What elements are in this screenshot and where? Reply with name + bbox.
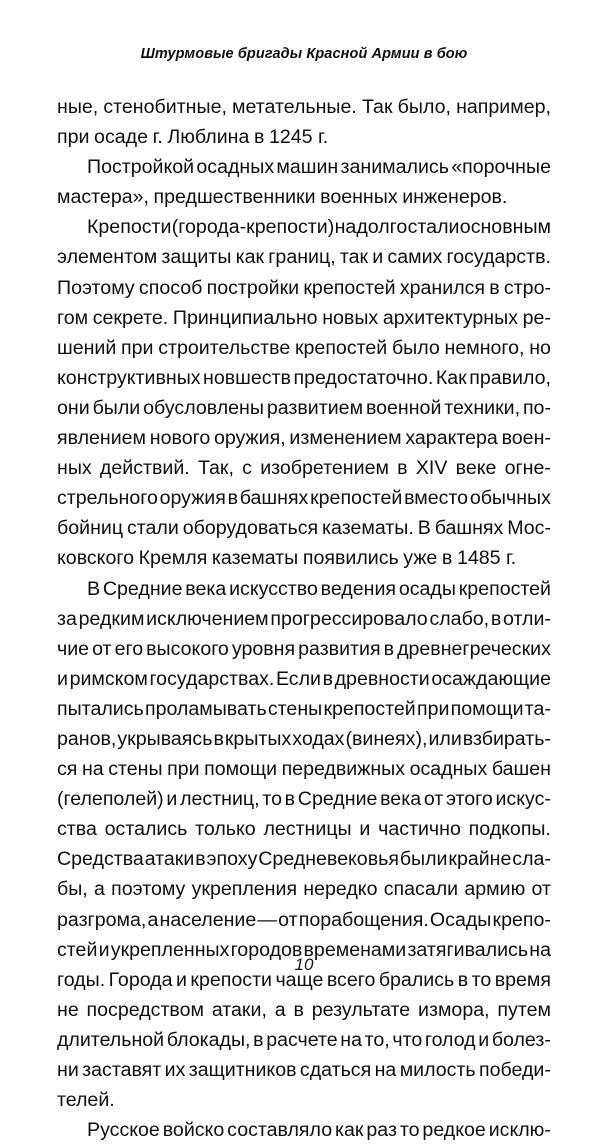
word: брались [378,968,455,991]
word: в [490,607,502,630]
text-line [57,393,551,423]
word: подкопы. [468,818,551,841]
word: как [235,246,265,269]
word: прогрессировало [270,607,428,630]
running-head: Штурмовые бригады Красной Армии в бою [140,46,468,62]
word: крепости [190,968,272,991]
word: слабо, [429,607,490,630]
word: и [478,1028,490,1051]
word: и [98,938,110,961]
text-line [57,363,551,393]
word: высокого [146,637,229,660]
word: изменением [289,427,402,450]
word: на [81,758,104,781]
word: основным [459,216,551,239]
word: и [372,246,384,269]
word: ранов, [57,727,117,750]
page-number: 10 [294,955,314,974]
word: гом [57,306,89,329]
word: крепостей [323,697,416,720]
word: стенобитные, [103,96,227,118]
word: ни [57,1059,79,1081]
word: XIV [415,457,448,480]
word: В [87,577,101,600]
word: эпоху [206,848,258,871]
word: Крепости [87,216,172,239]
word: башнях [434,517,504,540]
text-line [57,423,551,453]
word: немного, [444,336,525,359]
word: оружия [159,487,226,510]
word: 1245 г. [268,126,329,149]
word: — [257,908,277,931]
word: хранился [399,276,486,299]
word: века [380,788,422,811]
word: стены [108,758,163,781]
word: исключением [146,607,269,630]
word: оборудоваться [182,517,319,540]
word: в [195,848,206,871]
word: в [253,126,265,149]
word: то [471,968,492,991]
word: элементом [57,246,158,269]
word: стро- [503,276,551,299]
word: правило, [469,366,551,389]
word: крепостей [303,276,396,299]
word: а [147,908,159,931]
text-line [57,273,551,303]
text-line [57,182,551,212]
word: «порочные [451,156,551,179]
word: вместо [404,487,469,510]
word: башен [491,758,551,781]
word: стали [126,517,179,540]
word: осадных [196,156,275,179]
word: стей [57,938,98,961]
word: осаждающие [431,667,551,690]
word: длительной [57,1028,165,1051]
text-line [57,212,551,242]
word: Поэтому [57,276,135,299]
word: по- [522,396,551,419]
word: сла- [512,848,551,871]
word: временами [303,938,407,961]
word: ведения [320,577,397,600]
text-line [57,122,551,152]
word: и [57,667,68,690]
text-line [57,453,551,483]
word: на [340,1028,363,1051]
word: его [114,637,144,660]
word: заставят [82,1059,162,1081]
word: крепостей [458,577,551,600]
word: казематы. [322,517,414,540]
word: лестницы [263,818,352,841]
word: стрельного [57,487,158,510]
word: Средние [297,788,378,811]
word: раз [366,1119,397,1142]
word: что [392,1028,423,1051]
paragraph [57,152,551,212]
word: в [253,1028,264,1051]
word: 1485 г. [456,547,517,570]
word: при [57,126,90,149]
word: укрываясь [117,727,213,750]
word: в [441,547,453,570]
word: редкое [422,1119,486,1142]
word: они [57,396,90,419]
word: границ, [268,246,336,269]
text-line [57,844,551,874]
word: искус- [495,788,551,811]
word: телей. [57,1089,115,1112]
word: военной [365,396,442,419]
text-line [57,1055,551,1085]
word: ства [57,818,97,841]
word: казематы [211,547,299,570]
word: Средства [57,848,144,871]
word: передвижных [281,758,406,781]
word: в [489,276,500,299]
word: в [322,667,334,690]
text-line [57,303,551,333]
word: не [57,998,79,1021]
word: атаки [144,848,195,871]
text-line [57,333,551,363]
word: уровня [231,637,296,660]
text-line [57,995,551,1025]
word: государствах. [149,667,275,690]
word: то [399,1119,420,1142]
word: Средневековья [258,848,399,871]
word: а [274,998,286,1021]
word: было [391,336,440,359]
word: бойниц [57,517,124,540]
word: войско [162,1119,225,1142]
word: Принципиально [172,306,318,329]
word: постройки [206,276,300,299]
word: милость [399,1059,476,1081]
text-line [57,724,551,754]
paragraph [57,212,551,573]
word: метательные. [232,96,357,118]
word: атаки, [211,998,267,1021]
word: техники, [444,396,521,419]
word: в [213,727,224,750]
word: крайне [448,848,512,871]
word: стали [407,216,460,239]
word: лестниц, [180,788,260,811]
text-line [57,754,551,784]
word: блокады, [166,1028,251,1051]
word: помощи [450,697,524,720]
text-line [57,905,551,935]
text-line [57,784,551,814]
word: ходах [292,727,345,750]
word: взбирать- [462,727,551,750]
text-line [57,664,551,694]
word: обусловлены [143,396,264,419]
word: новых [322,306,379,329]
word: защитников [188,1059,297,1081]
word: этого [445,788,493,811]
word: развитием [266,396,364,419]
word: частично [378,818,461,841]
word: при [121,336,154,359]
word: от [278,908,298,931]
paragraph [57,92,551,152]
word: бы, [57,878,88,901]
word: а [93,878,105,901]
word: помощи [204,758,278,781]
word: секрете. [92,306,169,329]
word: характера [405,427,498,450]
word: государств. [446,246,551,269]
word: то, [364,1028,390,1051]
word: Так [361,96,393,118]
word: годы. [57,968,106,991]
word: Если [275,667,321,690]
word: способ [138,276,203,299]
word: изобретением [260,457,389,480]
text-line [57,604,551,634]
word: болез- [491,1028,551,1051]
word: уже [403,547,438,570]
word: поэтому [111,878,186,901]
word: победи- [479,1059,551,1081]
word: чаще [275,968,324,991]
text-line [57,1025,551,1055]
word: (гелеполей) [57,788,164,811]
word: архитектурных [382,306,518,329]
word: ре- [522,306,551,329]
word: нового [149,427,211,450]
word: инженеров. [402,186,508,209]
word: веке [455,457,497,480]
word: предостаточно. [293,366,434,389]
word: нередко [303,878,378,901]
word: огне- [504,457,551,480]
word: занимались [340,156,449,179]
word: сдаться [299,1059,372,1081]
word: та- [524,697,551,720]
word: военных [320,186,398,209]
word: ные, [57,96,99,118]
word: и [359,818,371,841]
word: всего [326,968,376,991]
word: Осады [429,908,492,931]
word: то [262,788,282,811]
word: от [531,878,551,901]
word: крепо- [492,908,551,931]
word: стены [267,697,323,720]
word: Как [435,366,467,389]
word: самих [387,246,443,269]
word: от [423,788,444,811]
text-line [57,543,551,573]
word: Кремля [138,547,208,570]
word: разгрома, [57,908,147,931]
word: появились [302,547,399,570]
word: в [284,788,296,811]
text-line [57,1115,551,1145]
word: на [529,938,551,961]
word: порабощения. [298,908,429,931]
word: конструктивных [57,366,201,389]
word: посредством [86,998,204,1021]
word: редким [78,607,145,630]
word: крытых [224,727,292,750]
word: Русское [87,1119,160,1142]
word: В [417,517,431,540]
word: в [293,998,304,1021]
word: но [529,336,551,359]
word: время [494,968,551,991]
word: развития [298,637,381,660]
word: в [383,637,395,660]
word: было, [397,96,451,118]
word: машин [276,156,339,179]
word: Постройкой [87,156,195,179]
word: были [399,848,448,871]
word: только [195,818,256,841]
word: Средние [102,577,183,600]
paragraph [57,574,551,1116]
word: осадных [409,758,488,781]
word: путем [497,998,551,1021]
word: искусство [229,577,318,600]
word: укрепления [191,878,298,901]
word: укрепленных [110,938,230,961]
word: крепостей [294,336,388,359]
word: население [159,908,257,931]
word: их [164,1059,186,1081]
word: при [416,697,450,720]
word: древнегреческих [397,637,551,660]
word: Города [108,968,173,991]
word: или [428,727,462,750]
paragraph [57,1115,551,1145]
word: так [339,246,369,269]
word: Люблина [167,126,250,149]
word: результате [311,998,411,1021]
text-line [57,483,551,513]
word: осаде [94,126,148,149]
word: при [167,758,200,781]
word: в [397,457,408,480]
word: древности [334,667,430,690]
word: остались [104,818,188,841]
text-line [57,513,551,543]
word: в [457,968,469,991]
word: чие [57,637,90,660]
word: крепостей [310,487,403,510]
word: действий. [99,457,190,480]
word: и [175,968,187,991]
word: ковского [57,547,134,570]
word: шений [57,336,117,359]
word: с [242,457,252,480]
text-line [57,634,551,664]
word: предшественники [153,186,316,209]
word: г. [152,126,163,149]
word: защиты [161,246,232,269]
text-line [57,874,551,904]
word: воен- [501,427,551,450]
word: в [227,487,239,510]
word: башнях [239,487,309,510]
word: надолго [334,216,408,239]
word: (города-крепости) [171,216,335,239]
text-column [57,92,551,1145]
word: оружия, [213,427,286,450]
word: например, [456,96,551,118]
word: ных [57,457,92,480]
word: (винеях), [345,727,428,750]
word: пытались [57,697,144,720]
text-line [57,574,551,604]
word: явлением [57,427,147,450]
word: на [374,1059,397,1081]
word: ся [57,758,78,781]
word: за [57,607,77,630]
text-line [57,92,551,122]
word: исклю- [488,1119,551,1142]
text-line [57,694,551,724]
word: века [185,577,227,600]
text-line [57,242,551,272]
word: расчете [266,1028,338,1051]
word: новшеств [203,366,291,389]
word: и [166,788,178,811]
word: строительстве [158,336,291,359]
word: спасали [383,878,459,901]
word: составляло [227,1119,333,1142]
word: измора, [418,998,490,1021]
text-line [57,814,551,844]
text-line [57,152,551,182]
word: римском [69,667,148,690]
word: мастера», [57,186,149,209]
word: как [335,1119,364,1142]
word: Мос- [507,517,551,540]
word: голод [424,1028,476,1051]
word: от [92,637,112,660]
word: проламывать [144,697,267,720]
word: затягивались [407,938,529,961]
word: армию [464,878,526,901]
word: были [92,396,141,419]
word: обычных [469,487,551,510]
word: Так, [197,457,234,480]
text-line [57,1085,551,1115]
word: городов [230,938,303,961]
word: осады [398,577,456,600]
word: отли- [503,607,551,630]
